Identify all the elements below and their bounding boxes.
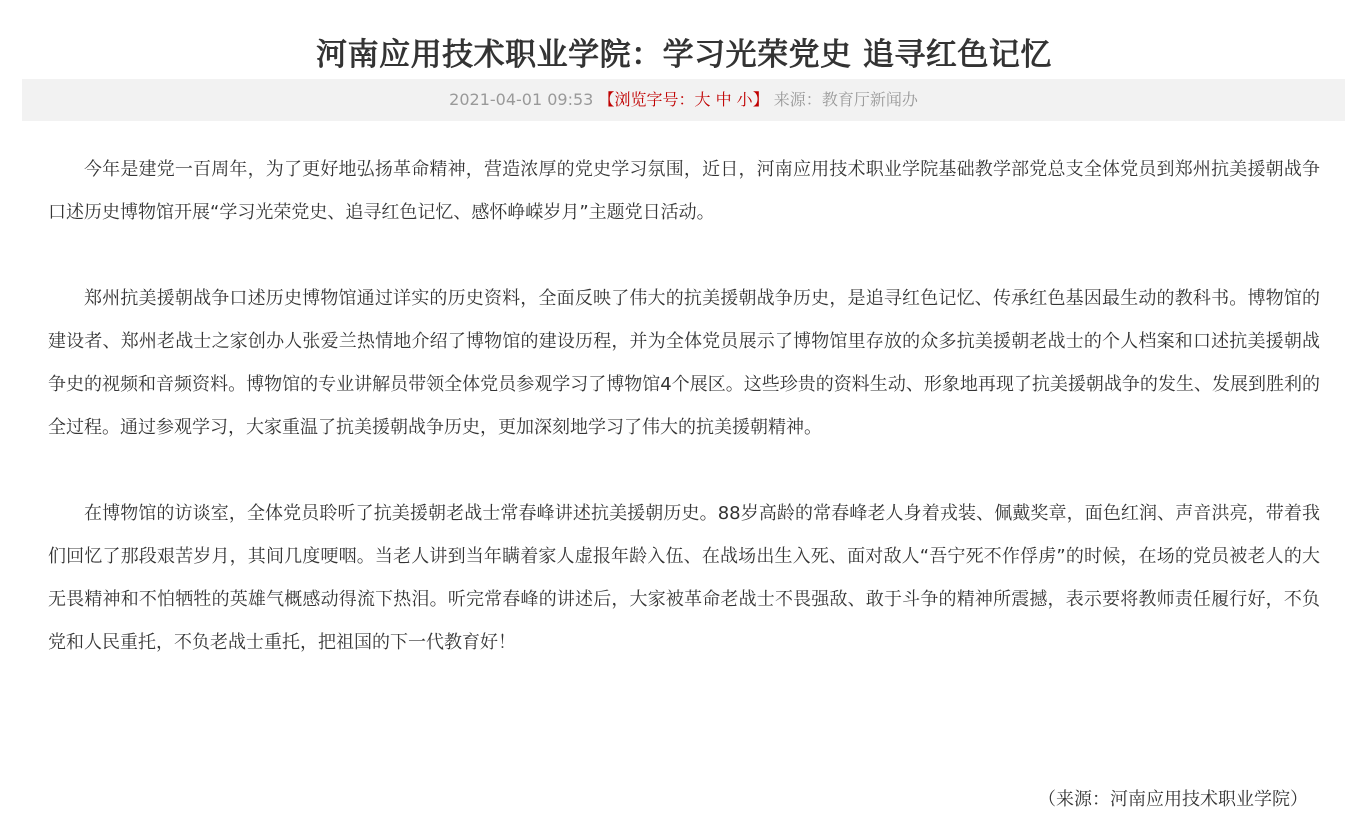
- publish-datetime: 2021-04-01 09:53: [449, 90, 594, 109]
- article-title: 河南应用技术职业学院：学习光荣党史 追寻红色记忆: [316, 36, 1052, 73]
- source-name: 教育厅新闻办: [821, 90, 918, 109]
- article-paragraph: 郑州抗美援朝战争口述历史博物馆通过详实的历史资料，全面反映了伟大的抗美援朝战争历史，是追寻红色记忆、传承红色基因最生动的教科书。博物馆的建设者、郑州老战士之家创办人张爱兰热情地介绍了博物馆的建设历程，并为全体党员展示了博物馆里存放的众多抗美援朝老战士的个人档案和口述抗美援朝战争史的视频和音频资料。博物馆的专业讲解员带领全体党员参观学习了博物馆4个展区。这些珍贵的资料生动、形象地再现了抗美援朝战争的发生、发展到胜利的全过程。通过参观学习，大家重温了抗美援朝战争历史，更加深刻地学习了伟大的抗美援朝精神。: [48, 288, 1320, 438]
- font-size-medium-link[interactable]: 中: [715, 90, 732, 109]
- font-size-label-close: 】: [752, 90, 769, 109]
- font-size-small-link[interactable]: 小: [736, 90, 753, 109]
- font-size-large-link[interactable]: 大: [694, 90, 711, 109]
- article-body: [48, 148, 1320, 664]
- font-size-label-open: 【浏览字号：: [598, 90, 695, 109]
- article-paragraph: 在博物馆的访谈室，全体党员聆听了抗美援朝老战士常春峰讲述抗美援朝历史。88岁高龄的常春峰老人身着戎装、佩戴奖章，面色红润、声音洪亮，带着我们回忆了那段艰苦岁月，其间几度哽咽。当老人讲到当年瞒着家人虚报年龄入伍、在战场出生入死、面对敌人“吾宁死不作俘虏”的时候，在场的党员被老人的大无畏精神和不怕牺牲的英雄气概感动得流下热泪。听完常春峰的讲述后，大家被革命老战士不畏强敌、敢于斗争的精神所震撼，表示要将教师责任履行好，不负党和人民重托，不负老战士重托，把祖国的下一代教育好！: [48, 503, 1320, 653]
- article-paragraph: 今年是建党一百周年，为了更好地弘扬革命精神，营造浓厚的党史学习氛围，近日，河南应用技术职业学院基础教学部党总支全体党员到郑州抗美援朝战争口述历史博物馆开展“学习光荣党史、追寻红色记忆、感怀峥嵘岁月”主题党日活动。: [48, 159, 1320, 223]
- article-footer-source: （来源：河南应用技术职业学院）: [1038, 789, 1308, 810]
- source-label: 来源：: [773, 90, 822, 109]
- article-meta-bar: [22, 79, 1345, 121]
